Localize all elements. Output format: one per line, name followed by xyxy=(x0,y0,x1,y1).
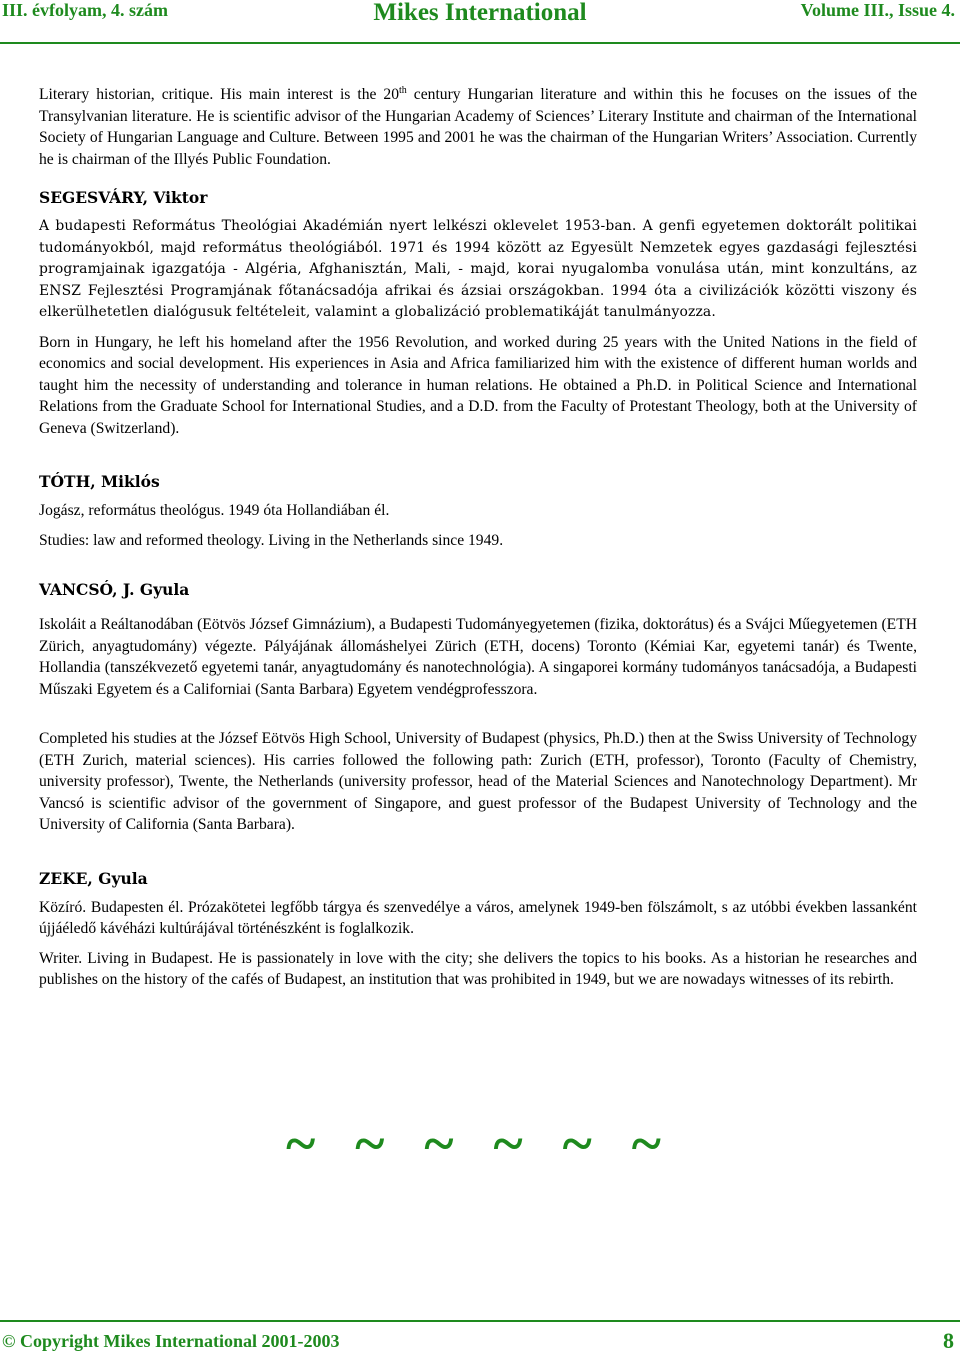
intro-text-b: century Hungarian literature and within this he focuses on the issues of the Transylvanian literature. He is scientific advisor of the Hungarian Academy of Sciences’ Literary Institute and chairman of the International Society of Hungarian Language and Culture. Between 1995 and 2001 he was the chairman of the Hungarian Writers’ Association. Currently he is chairman of the Illyés Public Foundation. xyxy=(39,86,917,168)
header-divider xyxy=(0,42,960,44)
header-title: Mikes International xyxy=(373,0,587,26)
footer-divider xyxy=(0,1320,960,1322)
entry-hungarian-text: Közíró. Budapesten él. Prózakötetei legfőbb tárgya és szenvedélye a város, amelynek 1949-ben fölszámolt, s az utóbbi években lassanként újjáéledő kávéházi kultúrájával történészként is foglalkozik. xyxy=(39,898,917,937)
entry-english-text: Born in Hungary, he left his homeland after the 1956 Revolution, and worked during 25 years with the United Nations in the field of economics and social development. His experiences in Asia and Africa familiarized him with the existence of different human worlds and taught him the necessity of understanding and tolerance in human relations. He obtained a Ph.D. in Political Science and International Relations from the Graduate School for International Studies, and a D.D. from the Faculty of Protestant Theology, both at the University of Geneva (Switzerland). xyxy=(39,333,917,437)
page-number: 8 xyxy=(943,1328,954,1353)
tilde-ornament: ~ ~ ~ ~ ~ ~ xyxy=(286,1113,674,1175)
intro-text-a: Literary historian, critique. His main interest is the 20 xyxy=(39,86,400,103)
entry-name: ZEKE, Gyula xyxy=(39,868,148,888)
header-left: III. évfolyam, 4. szám xyxy=(2,0,168,20)
page-header xyxy=(0,0,960,32)
intro-paragraph xyxy=(39,84,917,170)
entry-english-text: Writer. Living in Budapest. He is passionately in love with the city; she delivers the topics to his books. As a historian he researches and publishes on the history of the cafés of Budapest, an institution that was prohibited in 1949, but we are nowadays witnesses of its rebirth. xyxy=(39,949,917,988)
entry-english-text: Completed his studies at the József Eötvös High School, University of Budapest (physics, Ph.D.) then at the Swiss University of Technology (ETH Zurich, material sciences). His carries followed the following path: Zurich (ETH, professor), Toronto (Faculty of Chemistry, university professor), Twente, the Netherlands (university professor, head of the Material Sciences and Nanotechnology Department). Mr Vancsó is scientific advisor of the government of Singapore, and guest professor of the Budapest University of Technology and the University of California (Santa Barbara). xyxy=(39,730,917,833)
entry-name: SEGESVÁRY, Viktor xyxy=(39,188,208,207)
header-right: Volume III., Issue 4. xyxy=(800,0,955,20)
footer-copyright: © Copyright Mikes International 2001-2003 xyxy=(2,1331,340,1351)
entry-hungarian-text: A budapesti Református Theológiai Akadémián nyert lelkészi oklevelet 1953-ban. A genfi egyetemen doktorált politikai tudományokból, majd református theológiából. 1971 és 1994 között az Egyesült Nemzetek egyes gazdasági fejlesztési programjainak igazgatója - Algéria, Afghanisztán, Mali, - majd, korai nyugalomba vonulása után, mint konzultáns, az ENSZ Fejlesztési Programjának főtanácsadója afrikai és ázsiai országokban. 1994 óta a civilizációk közötti viszony és elkerülhetetlen dialógusuk feltételeit, valamint a globalizáció problematikáját tanulmányozza. xyxy=(39,218,917,320)
entry-hungarian-text: Jogász, református theológus. 1949 óta Hollandiában él. xyxy=(39,502,390,519)
superscript: th xyxy=(399,84,407,96)
entry-name: VANCSÓ, J. Gyula xyxy=(39,580,190,599)
entry-name: TÓTH, Miklós xyxy=(39,472,160,491)
entry-english-text: Studies: law and reformed theology. Living in the Netherlands since 1949. xyxy=(39,531,504,549)
entry-hungarian-text: Iskoláit a Reáltanodában (Eötvös József Gimnázium), a Budapesti Tudományegyetemen (fizika, doktorátus) és a Svájci Műegyetemen (ETH Zürich, anyagtudomány) végezte. Pályájának állomáshelyei Zürich (ETH, docens) Toronto (Kémiai Kar, egyetemi tanár) és Twente, Hollandia (tanszékvezető egyetemi tanár, anyagtudomány és nanotechnológia). A singaporei kormány tudományos tanácsadója, a Budapesti Műszaki Egyetem és a Californiai (Santa Barbara) Egyetem vendégprofesszora. xyxy=(39,616,917,698)
page-content xyxy=(39,84,917,991)
